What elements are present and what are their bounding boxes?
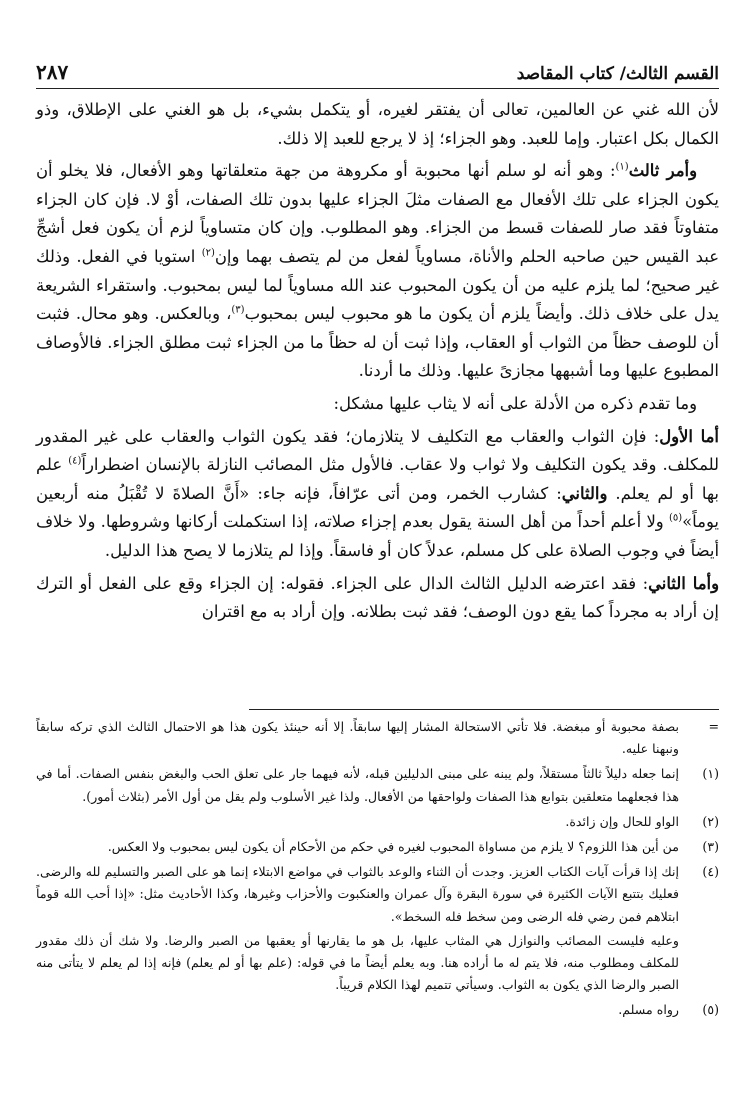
main-text <box>36 96 719 627</box>
footnote-1 <box>36 763 719 807</box>
footnote-4 <box>36 861 719 996</box>
paragraph-4 <box>36 423 719 566</box>
paragraph-5 <box>36 570 719 627</box>
paragraph-4-text-b: علم بها أو لم يعلم. <box>36 455 719 503</box>
footnote-marker: (٥) <box>702 1002 719 1018</box>
footnote-continued <box>36 716 719 760</box>
paragraph-4-lead: أما الأول <box>659 426 719 446</box>
footnote-5 <box>36 999 719 1021</box>
footnote-text: بصفة محبوبة أو مبغضة. فلا تأتي الاستحالة المشار إليها سابقاً. إلا أنه حينئذ يكون هذا هو الاحتمال الثالث الذي تركه سابقاً ونبهنا عليه. <box>36 719 679 757</box>
page-number: ٢٨٧ <box>36 60 69 84</box>
paragraph-2-lead: وأمر ثالث <box>628 161 697 181</box>
footnote-marker: (٤) <box>702 864 719 880</box>
footnote-divider <box>249 709 719 710</box>
running-header <box>36 52 719 89</box>
footnotes <box>36 716 719 1022</box>
footnote-marker: (١) <box>702 766 719 782</box>
paragraph-2 <box>36 157 719 386</box>
paragraph-1: لأن الله غني عن العالمين، تعالى أن يفتقر لغيره، أو يتكمل بشيء، بل هو الغني على الإطلاق، وذو الكمال بكل اعتبار. وإما للعبد. وهو الجزاء؛ إذ لا يرجع للعبد إلا ذلك. <box>36 100 719 148</box>
paragraph-2-text-a: : وهو أنه لو سلم أنها محبوبة أو مكروهة من جهة متعلقاتها وهو الأفعال، فلا يخلو أن يكون الجزاء على تلك الأفعال مع الصفات مثلَ الجزاء عليها بدون تلك الصفات، أوْ لا. فإن كان الجزاء متفاوتاً فقد صار للصفات قسط من الجزاء. وهو المطلوب. وإن كان متساوياً لزم أن يكون فعل أشجِّ عبد القيس حين صاحبه الحلم والأناة، مساوياً لفعل من لم يتصف بهما وإن <box>36 161 719 266</box>
footnote-text-extra: وعليه فليست المصائب والنوازل هي المثاب عليها، بل هو ما يقارنها أو يعقبها من الصبر والرضا. ولا شك أن ذلك مقدور للمكلف ومطلوب منه، فلا يتم له ما أراده هنا. وبه يعلم أيضاً ما في قوله: (علم بها أو لم يعلم) فإنه إذا لم يعلم لا يتأتى منه الصبر والرضا الذي يكون به الثواب. وسيأتي تتميم لهذا الكلام قريباً. <box>36 932 679 993</box>
paragraph-4-text-c: : كشارب الخمر، ومن أتى عرّافاً، فإنه جاء: «أَنَّ الصلاةَ لا تُقْبَلُ منه أربعين يوماً» <box>36 483 719 532</box>
footnote-marker: = <box>708 719 719 734</box>
paragraph-4-lead-2: والثاني <box>561 483 608 503</box>
footnote-text: الواو للحال وإن زائدة. <box>565 813 679 829</box>
paragraph-2-text-c: ، وبالعكس. وهو محال. فثبت أن للوصف حظاً من الثواب أو العقاب، وإذا ثبت أن له حظاً ما من الجزاء ثبت مطلق الجزاء. فالأوصاف المطبوع عليها وما أشبهها مجازىً عليها. وذلك ما أردنا. <box>36 304 719 381</box>
paragraph-4-text-d: ولا أعلم أحداً من أهل السنة يقول بعدم إجزاء صلاته، إذا استكملت أركانها وشروطها. ولا خلاف أيضاً في وجوب الصلاة على كل مسلم، عدلاً كان أو فاسقاً. وإذا لم يتلازما لا يصح هذا الدليل. <box>36 512 719 560</box>
footnote-marker: (٢) <box>702 813 719 829</box>
paragraph-4-text-a: : فإن الثواب والعقاب مع التكليف لا يتلازمان؛ فقد يكون الثواب والعقاب على غير المقدور للمكلف. وقد يكون التكليف ولا ثواب ولا عقاب. فالأول مثل المصائب النازلة بالإنسان اضطراراً <box>36 426 719 475</box>
footnote-text: إنك إذا قرأت آيات الكتاب العزيز. وجدت أن الثناء والوعد بالثواب في مواضع الابتلاء إنما هو على الصبر والتسليم لله والرضى. فعليك بتتبع الآيات الكثيرة في سورة البقرة وآل عمران والعنكبوت والأحزاب وغيرها، وكذا الأحاديث مثل: «إذا أحب الله قوماً ابتلاهم فمن رضي فله الرضى ومن سخط فله السخط». <box>36 864 679 924</box>
paragraph-2-text-b: استويا في الفعل. وذلك غير صحيح؛ لما يلزم عليه من أن يكون المحبوب عند الله مساوياً لما ليس بمحبوب. واستقراء الشريعة يدل على خلاف ذلك. وأيضاً يلزم أن يكون ما هو محبوب ليس بمحبوب <box>36 246 719 324</box>
footnote-ref-2[interactable]: (٢) <box>201 247 215 259</box>
paragraph-5-lead: وأما الثاني <box>648 573 719 593</box>
footnote-3 <box>36 836 719 858</box>
paragraph-3: وما تقدم ذكره من الأدلة على أنه لا يثاب عليها مشكل: <box>333 393 697 413</box>
footnote-text: إنما جعله دليلاً ثالثاً مستقلاً، ولم يبنه على مبنى الدليلين قبله، لأنه فيهما جار على تعلق الحب والبغض بنفس الصفات. أما في هذا فجعلهما متعلقين بتوابع هذا الصفات ولواحقها من الأفعال. ولذا غير الأسلوب ولم يقل من أول الأمر (بثلاث أمور). <box>36 766 679 804</box>
footnote-body <box>36 861 679 996</box>
footnote-marker: (٣) <box>702 839 719 855</box>
footnote-ref-4[interactable]: (٤) <box>68 455 82 467</box>
footnote-2 <box>36 811 719 833</box>
running-title: القسم الثالث/ كتاب المقاصد <box>516 64 719 84</box>
paragraph-5-text: : فقد اعترضه الدليل الثالث الدال على الجزاء. فقوله: إن الجزاء وقع على الفعل أو الترك إن أراد به مجرداً كما يقع دون الوصف؛ فقد ثبت بطلانه. وإن أراد به مع اقتران <box>36 573 719 622</box>
footnote-text: من أين هذا اللزوم؟ لا يلزم من مساواة المحبوب لغيره في حكم من الأحكام أن يكون ليس بمحبوب ولا العكس. <box>107 839 679 855</box>
footnote-ref-3[interactable]: (٣) <box>231 304 245 316</box>
footnote-ref-5[interactable]: (٥) <box>668 512 683 524</box>
footnote-ref-1[interactable]: (١) <box>615 161 629 173</box>
footnote-text: رواه مسلم. <box>618 1002 679 1018</box>
